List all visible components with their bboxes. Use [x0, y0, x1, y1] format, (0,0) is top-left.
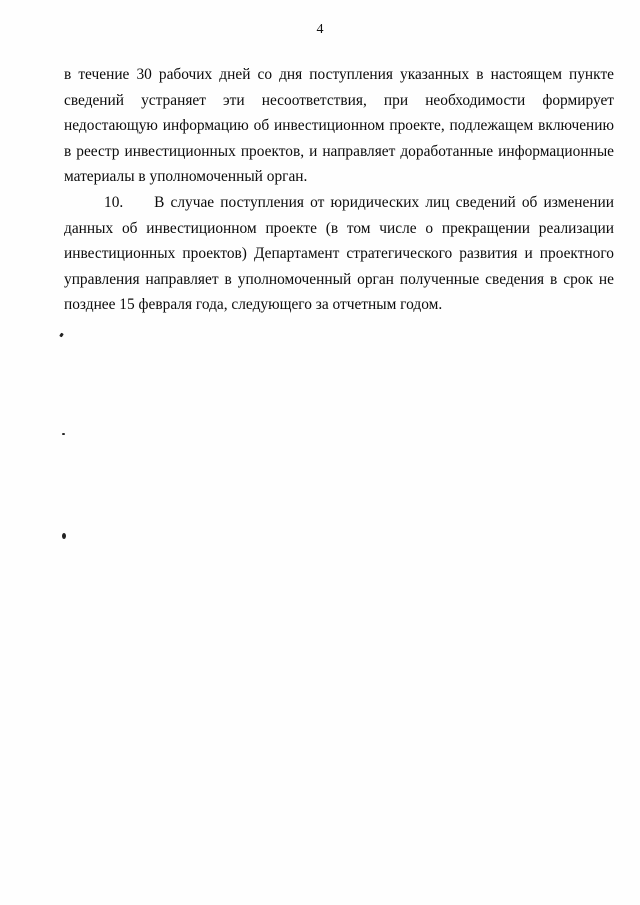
page-number: 4	[316, 22, 324, 37]
scan-artifact	[62, 533, 66, 539]
document-body	[64, 62, 618, 318]
scan-artifact	[62, 433, 65, 435]
paragraph-10: 10. В случае поступления от юридических лиц сведений об изменении данных об инвестиционном проекте (в том числе о прекращении реализации инвестиционных проектов) Департамент стратегического развития и проектного управления направляет в уполномоченный орган полученные сведения в срок не позднее 15 февраля года, следующего за отчетным годом.	[64, 193, 618, 314]
scan-artifact	[59, 333, 64, 338]
paragraph-continuation: в течение 30 рабочих дней со дня поступления указанных в настоящем пункте сведений устраняет эти несоответствия, при необходимости формирует недостающую информацию об инвестиционном проекте, подлежащем включению в реестр инвестиционных проектов, и направляет доработанные информационные материалы в уполномоченный орган.	[64, 66, 614, 186]
